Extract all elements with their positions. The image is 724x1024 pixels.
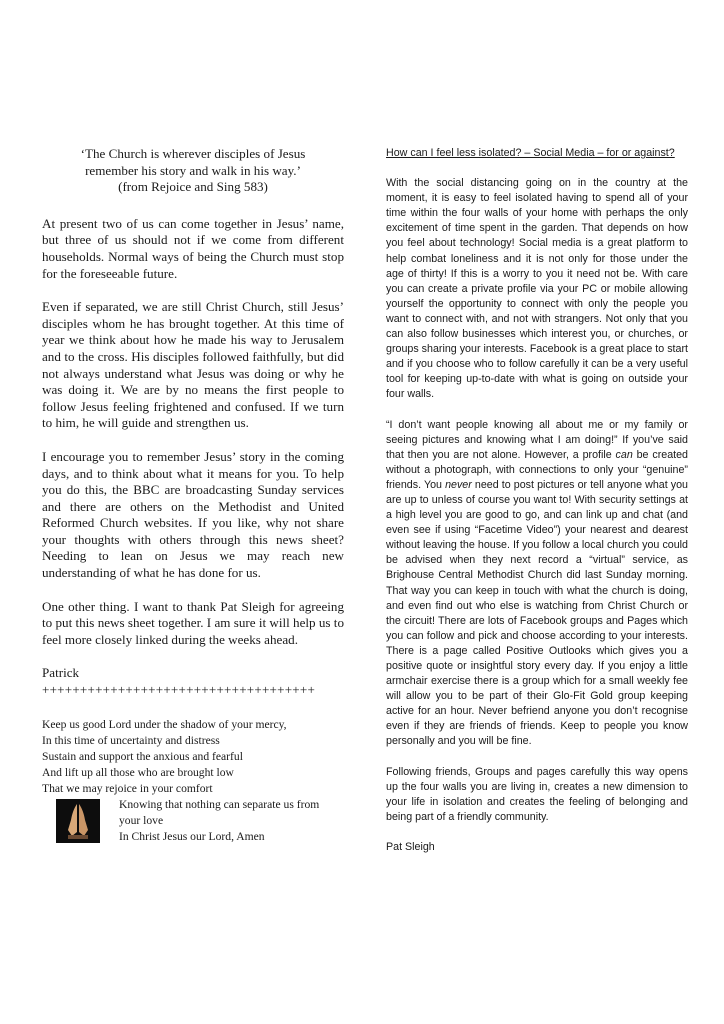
- prayer-line: your love: [119, 814, 164, 828]
- article-paragraph: [386, 418, 688, 750]
- signature-pat-sleigh: Pat Sleigh: [386, 840, 435, 853]
- praying-hands-svg: [63, 802, 93, 840]
- prayer-line: Knowing that nothing can separate us from: [119, 798, 320, 812]
- prayer-line: In this time of uncertainty and distress: [42, 733, 220, 747]
- paragraph: One other thing. I want to thank Pat Sleigh for agreeing to put this news sheet together. I am sure it will help us to feel more closely linked during the weeks ahead.: [42, 598, 344, 647]
- left-column: [42, 146, 344, 845]
- emphasis-can: can: [615, 448, 633, 461]
- prayer-line: And lift up all those who are brought low: [42, 765, 234, 779]
- prayer-line: That we may rejoice in your comfort: [42, 782, 213, 795]
- praying-hands-icon: [56, 799, 100, 843]
- emphasis-never: never: [445, 478, 472, 491]
- paragraph: I encourage you to remember Jesus’ story in the coming days, and to think about what it means for you. To help you do this, the BBC are broadcasting Sunday services and there are others on the Methodist and United Reformed Church websites. If you like, why not share your thoughts with others through this news sheet? Needing to lean on Jesus we may reach new understanding of what he has done for us.: [42, 448, 344, 581]
- separator-line: ++++++++++++++++++++++++++++++++++++: [42, 682, 316, 698]
- prayer-line: In Christ Jesus our Lord, Amen: [119, 830, 265, 844]
- prayer-line: Sustain and support the anxious and fearful: [42, 749, 243, 763]
- prayer: [42, 717, 344, 846]
- paragraph: At present two of us can come together in Jesus’ name, but three of us should not if we come from different households. Normal ways of being the Church must stop for the foreseeable future.: [42, 215, 344, 281]
- right-column: [386, 146, 688, 870]
- article-paragraph: With the social distancing going on in the country at the moment, it is easy to feel isolated having to spend all of your time within the four walls of your home with perhaps the only excitement of time spent in the garden. That depends on how you feel about technology! Social media is a great platform to help combat loneliness and it is not only for those under the age of thirty! If this is a worry to you it need not be. With care you can create a private profile via your PC or mobile allowing yourself the opportunity to connect with only the people you want to connect with, and not with strangers. Not only that you can also follow businesses which interest you, or churches, or groups sharing your interests. Facebook is a great place to start and if you choose who to follow carefully it can be a very useful tool for keeping up-to-date with what is going on outside your four walls.: [386, 177, 688, 401]
- quote-line: remember his story and walk in his way.’: [85, 162, 301, 178]
- signature-patrick: Patrick: [42, 665, 80, 681]
- text-run: need to post pictures or tell anyone what you are up to unless of course you want to! With security settings at a high level you are good to go, and can link up and chat (and even see if using “Facetime Video”) your nearest and dearest without leaving the house. If you follow a local church you could be advised when they next record a “virtual” service, as Brighouse Central Methodist Church did last Sunday morning. That way you can keep in touch with what the church is doing, and even find out who else is watching from Christ Church or the circuit! There are lots of Facebook groups and Pages which you can follow and pick and choose according to your interests. There is a page called Positive Outlooks which gives you a positive quote or insightful story every day. If you enjoy a little armchair exercise there is a group which for a small weekly fee will allow you to be part of their Glo-Fit Gold group keeping active for an hour. Never befriend anyone you don’t recognise even if they are friends of friends. Keep to people you know personally and you will be fine.: [386, 478, 688, 748]
- text-run: “I don’t want people knowing all about me or my family or seeing pictures and knowing what I am doing!” If you’ve said that then you are not alone. However, a profile: [386, 418, 688, 461]
- article-heading: How can I feel less isolated? – Social Media – for or against?: [386, 147, 675, 159]
- paragraph: Even if separated, we are still Christ Church, still Jesus’ disciples whom he has brought together. At this time of year we think about how he made his way to Jerusalem and to the cross. His disciples followed faithfully, but did not always understand what Jesus was doing or why he was doing it. We are by no means the first people to follow Jesus feeling frightened and confused. If we turn to him, he will guide and strengthen us.: [42, 299, 344, 431]
- quote-line: ‘The Church is wherever disciples of Jesus: [80, 146, 306, 161]
- article-paragraph: Following friends, Groups and pages carefully this way opens up the four walls you are living in, creates a new dimension to your life in isolation and creates the feeling of belonging and being part of a friendly community.: [386, 765, 688, 823]
- prayer-line: Keep us good Lord under the shadow of your mercy,: [42, 717, 287, 731]
- quote-source: (from Rejoice and Sing 583): [118, 179, 268, 195]
- text-run: be created without a photograph, with connections to only your “genuine” friends. You: [386, 448, 688, 491]
- opening-quote: [42, 146, 344, 196]
- prayer-tail: [42, 797, 344, 845]
